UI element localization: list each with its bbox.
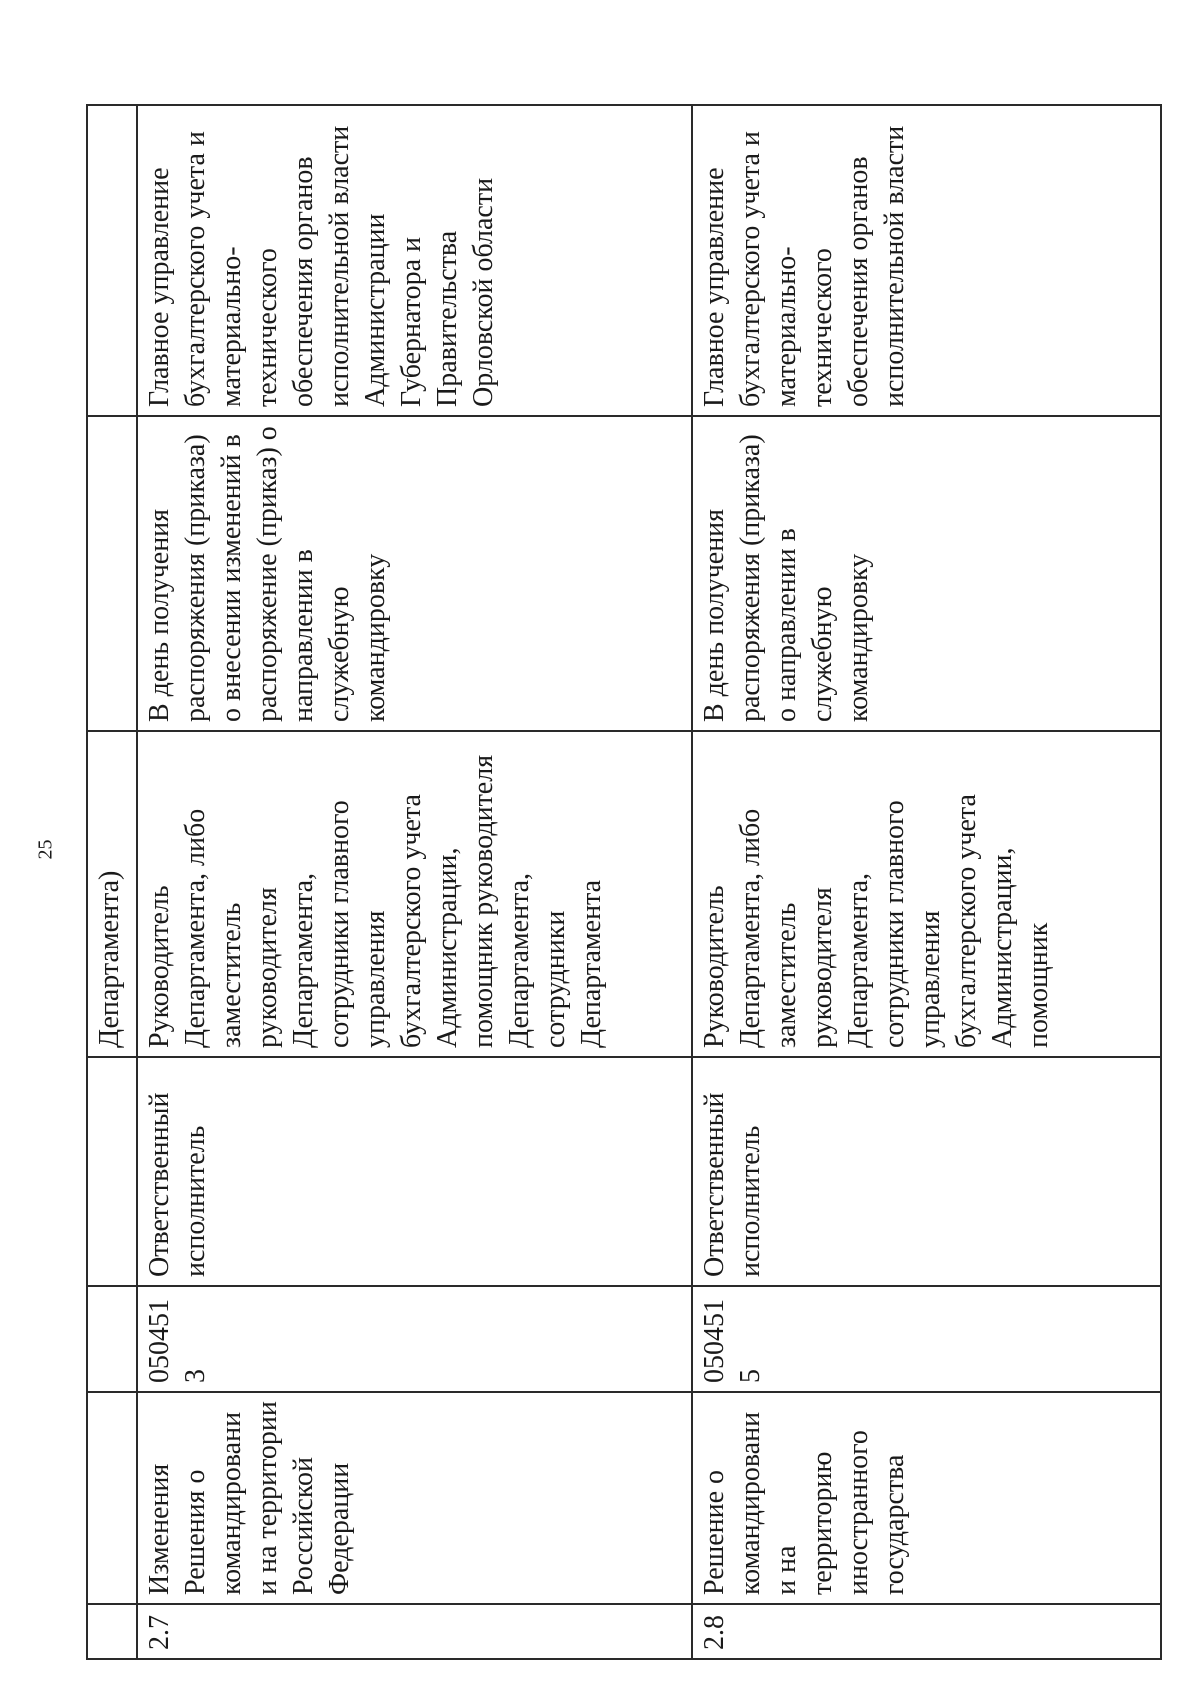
deadline: В день получения распоряжения (приказа) о направлении в служебную командировку (692, 416, 1161, 731)
row-number: 2.7 (137, 1604, 692, 1659)
recipient: Главное управление бухгалтерского учета и материально-технического обеспечения органов исполнительной власти Администрации Губернатора и Правительства Орловской области (137, 105, 692, 416)
role: Ответственный исполнитель (692, 1057, 1161, 1286)
table-row (692, 105, 1161, 1659)
form-code: 0504513 (137, 1286, 692, 1392)
deadline: В день получения распоряжения (приказа) о внесении изменений в распоряжение (приказ) о направлении в служебную командировку (137, 416, 692, 731)
cont-cell-number (87, 1604, 137, 1659)
role: Ответственный исполнитель (137, 1057, 692, 1286)
cont-cell-role (87, 1057, 137, 1286)
cont-cell-deadline (87, 416, 137, 731)
cont-cell-recipient (87, 105, 137, 416)
responsible-persons: Руководитель Департамента, либо заместитель руководителя Департамента, сотрудники главного управления бухгалтерского учета Администрации, помощник руководителя Департамента, сотрудники Департамента (137, 731, 692, 1057)
row-number: 2.8 (692, 1604, 1161, 1659)
table-row (137, 105, 692, 1659)
recipient: Главное управление бухгалтерского учета и материально-технического обеспечения органов исполнительной власти (692, 105, 1161, 416)
document-table (86, 104, 1162, 1660)
form-code: 0504515 (692, 1286, 1161, 1392)
cont-cell-persons: Департамента) (87, 731, 137, 1057)
responsible-persons: Руководитель Департамента, либо заместитель руководителя Департамента, сотрудники главного управления бухгалтерского учета Администрации, помощник (692, 731, 1161, 1057)
rotated-table-container (86, 106, 1162, 1660)
continuation-row (87, 105, 137, 1659)
document-name: Решение о командировании на территорию иностранного государства (692, 1392, 1161, 1604)
page-number: 25 (34, 839, 57, 860)
cont-cell-document (87, 1392, 137, 1604)
cont-cell-form-code (87, 1286, 137, 1392)
document-name: Изменения Решения о командировании на территории Российской Федерации (137, 1392, 692, 1604)
